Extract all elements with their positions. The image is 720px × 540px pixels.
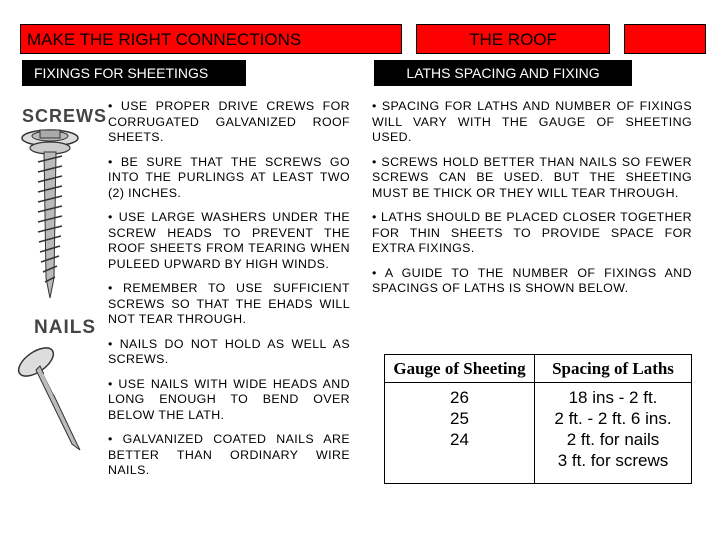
spacing-value: 2 ft. for nails — [566, 430, 660, 449]
gauge-value: 26 — [450, 388, 469, 407]
fixing-bullet: • GALVANIZED COATED NAILS ARE BETTER THAN ORDINARY WIRE NAILS. — [108, 432, 350, 477]
screws-label: SCREWS — [22, 106, 108, 126]
table-header-spacing: Spacing of Laths — [535, 355, 692, 383]
fixing-bullet: • USE PROPER DRIVE CREWS FOR CORRUGATED GALVANIZED ROOF SHEETS. — [108, 99, 350, 144]
laths-bullet: • SPACING FOR LATHS AND NUMBER OF FIXINGS WILL VARY WITH THE GAUGE OF SHEETING USED. — [372, 99, 692, 144]
subheader-fixings: FIXINGS FOR SHEETINGS — [22, 60, 246, 86]
title-right: THE ROOF — [416, 24, 610, 54]
table-header-gauge: Gauge of Sheeting — [385, 355, 535, 383]
fixing-bullet: • NAILS DO NOT HOLD AS WELL AS SCREWS. — [108, 336, 350, 366]
laths-text-column — [372, 99, 692, 306]
fixing-bullet: • USE LARGE WASHERS UNDER THE SCREW HEADS TO PREVENT THE ROOF SHEETS FROM TEARING WHEN PULEED UPWARD BY HIGH WINDS. — [108, 210, 350, 271]
laths-bullet: • SCREWS HOLD BETTER THAN NAILS SO FEWER SCREWS CAN BE USED. BUT THE SHEETING MUST BE THICK OR THEY WILL TEAR THROUGH. — [372, 154, 692, 200]
fixings-text-column — [108, 99, 350, 488]
nail-icon — [14, 340, 88, 452]
subheader-laths: LATHS SPACING AND FIXING — [374, 60, 632, 86]
title-accent-block — [624, 24, 706, 54]
laths-bullet: • LATHS SHOULD BE PLACED CLOSER TOGETHER FOR THIN SHEETS TO PROVIDE SPACE FOR EXTRA FIXINGS. — [372, 210, 692, 255]
gauge-value: 24 — [450, 430, 469, 449]
fixing-bullet: • BE SURE THAT THE SCREWS GO INTO THE PURLINGS AT LEAST TWO (2) INCHES. — [108, 154, 350, 200]
gauge-value: 25 — [450, 409, 469, 428]
fixing-bullet: • USE NAILS WITH WIDE HEADS AND LONG ENOUGH TO BEND OVER BELOW THE LATH. — [108, 376, 350, 422]
spacing-value: 18 ins - 2 ft. — [568, 388, 658, 407]
laths-bullet: • A GUIDE TO THE NUMBER OF FIXINGS AND SPACINGS OF LATHS IS SHOWN BELOW. — [372, 265, 692, 295]
nails-label: NAILS — [34, 317, 96, 338]
table-spacing-cell — [535, 383, 692, 484]
spacing-value: 3 ft. for screws — [557, 451, 669, 470]
title-left: MAKE THE RIGHT CONNECTIONS — [20, 24, 402, 54]
laths-spacing-table — [384, 354, 692, 484]
screw-icon — [18, 128, 82, 300]
spacing-value: 2 ft. - 2 ft. 6 ins. — [554, 409, 672, 428]
table-gauge-cell — [385, 383, 535, 484]
fixing-bullet: • REMEMBER TO USE SUFFICIENT SCREWS SO THAT THE EHADS WILL NOT TEAR THROUGH. — [108, 281, 350, 326]
